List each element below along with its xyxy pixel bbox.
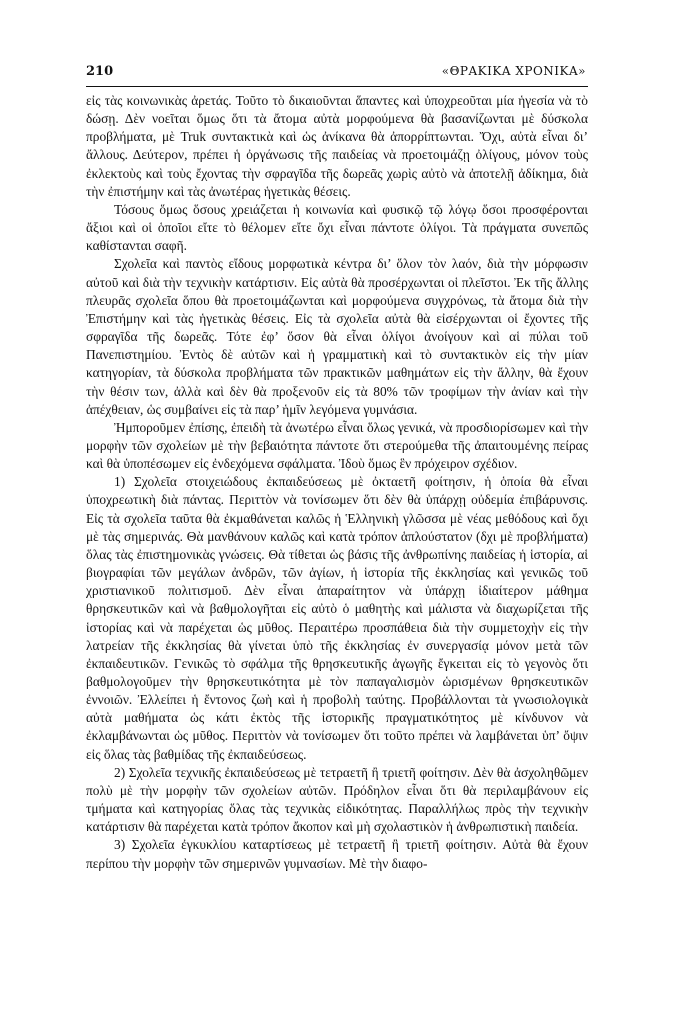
page-number: 210 [86,64,114,79]
body-text [86,92,588,873]
paragraph: Ἠμποροῦμεν ἐπίσης, ἐπειδὴ τὰ ἀνωτέρω εἶναι ὅλως γενικά, νὰ προσδιορίσωμεν καὶ τὴν μορφὴν τῶν σχολείων μὲ τὴν βεβαιότητα πάντοτε ὅτι στερούμεθα τῆς ἀπαιτουμένης πείρας καὶ θὰ ὑποπέσωμεν εἰς ἐνδεχόμενα σφάλματα. Ἰδοὺ ὅμως ἓν πρόχειρον σχέδιον. [86,419,588,472]
paragraph: Τόσους ὅμως ὅσους χρειάζεται ἡ κοινωνία καὶ φυσικῷ τῷ λόγῳ ὅσοι προσφέρονται ἄξιοι καὶ οἱ ὁποῖοι εἴτε τὸ θέλομεν εἴτε ὄχι εἶναι πάντοτε ὀλίγοι. Τὰ πράγματα συνεπῶς καθίστανται σαφῆ. [86,201,588,254]
running-title: «ΘΡΑΚΙΚΑ ΧΡΟΝΙΚΑ» [441,64,586,78]
page-header [86,64,586,84]
paragraph: εἰς τὰς κοινωνικὰς ἀρετάς. Τοῦτο τὸ δικαιοῦνται ἅπαντες καὶ ὑποχρεοῦται μία ἡγεσία νὰ τὸ δώσῃ. Δὲν νοεῖται ὅμως ὅτι τὰ ἄτομα αὐτὰ μορφούμενα θὰ βασανίζωνται μὲ δύσκολα προβλήματα, μὲ Truk συντακτικὰ καὶ ὡς ἀνίκανα θὰ ἀπορρίπτωνται. Ὄχι, αὐτὰ εἶναι δι’ ἄλλους. Δεύτερον, πρέπει ἡ ὀργάνωσις τῆς παιδείας νὰ προετοιμάζῃ ὀλίγους, μόνον τοὺς ἐκλεκτοὺς καὶ τοὺς ἔχοντας τὴν σφραγῖδα τῆς δωρεᾶς χωρὶς αὐτὸ νὰ ἀποτελῇ ἀδίκημα, διὰ τὴν ἐπιστήμην καὶ τὰς ἀνωτέρας ἡγετικὰς θέσεις. [86,93,588,199]
paragraph: 3) Σχολεῖα ἐγκυκλίου καταρτίσεως μὲ τετραετῆ ἢ τριετῆ φοίτησιν. Αὐτὰ θὰ ἔχουν περίπου τὴν μορφὴν τῶν σημερινῶν γυμνασίων. Μὲ τὴν διαφο- [86,837,588,871]
paragraph: 1) Σχολεῖα στοιχειώδους ἐκπαιδεύσεως μὲ ὀκταετῆ φοίτησιν, ἡ ὁποία θὰ εἶναι ὑποχρεωτικὴ διὰ πάντας. Περιττὸν νὰ τονίσωμεν ὅτι δὲν θὰ ὑπάρχῃ οὐδεμία ἐπιβάρυνσις. Εἰς τὰ σχολεῖα ταῦτα θὰ ἐκμαθάνεται καλῶς ἡ Ἑλληνικὴ γλῶσσα μὲ νέας μεθόδους καὶ ὄχι μὲ τὰς σημερινάς. Θὰ μανθάνουν καλῶς καὶ κατὰ τρόπον ἁπλούστατον (δχι μὲ προβλήματα) ὅλας τὰς ἐπιστημονικὰς γνώσεις. Θὰ τίθεται ὡς βάσις τῆς ἀνθρωπίνης παιδείας ἡ ἱστορία, αἱ βιογραφίαι τῶν μεγάλων ἀνδρῶν, τῶν ἁγίων, ἡ ἱστορία τῆς ἐκκλησίας καὶ γενικῶς τοῦ χριστιανικοῦ πολιτισμοῦ. Δὲν εἶναι ἀπαραίτητον νὰ ὑπάρχῃ ἰδιαίτερον μάθημα θρησκευτικῶν καὶ νὰ βαθμολογῆται εἰς αὐτὸ ὁ μαθητὴς καὶ μάλιστα νὰ διαχωρίζεται τῆς ἱστορίας καὶ νὰ παρέχεται ὡς μῦθος. Περαιτέρω προσπάθεια διὰ τὴν συμμετοχὴν εἰς τὴν λατρείαν τῆς ἐκκλησίας θὰ γίνεται ὑπὸ τῆς ἐκκλησίας ἐν συνεργασίᾳ μόνον μετὰ τῶν ἐκπαιδευτικῶν. Γενικῶς τὸ σφάλμα τῆς θρησκευτικῆς ἀγωγῆς ἔγκειται εἰς τὸ γεγονὸς ὅτι βαθμολογοῦμεν τὴν θρησκευτικότητα μὲ τὸν παπαγαλισμὸν ὡρισμένων θρησκευτικῶν ἐννοιῶν. Ἐλλείπει ἡ ἔντονος ζωὴ καὶ ἡ προβολὴ ταύτης. Προβάλλονται τὰ γνωσιολογικὰ αὐτὰ μαθήματα ὡς κάτι ἐκτὸς τῆς ἱστορικῆς πραγματικότητος μὲ κίνδυνον νὰ ἐκλαμβάνωνται ὡς μῦθος. Περιττὸν νὰ τονίσωμεν ὅτι τοῦτο πρέπει νὰ λαμβάνεται ὑπ’ ὄψιν εἰς ὅλας τὰς βαθμίδας τῆς ἐκπαιδεύσεως. [86,474,588,762]
header-rule [86,86,588,87]
paragraph: Σχολεῖα καὶ παντὸς εἴδους μορφωτικὰ κέντρα δι’ ὅλον τὸν λαόν, διὰ τὴν μόρφωσιν αὐτοῦ καὶ διὰ τὴν τεχνικὴν κατάρτισιν. Εἰς αὐτὰ θὰ προσέρχωνται οἱ πλεῖστοι. Ἐκ τῆς ἄλλης πλευρᾶς σχολεῖα ὅπου θὰ προετοιμάζωνται καὶ μορφούμενα συγχρόνως, τὰ ἄτομα διὰ τὴν Ἐπιστήμην καὶ τὰς ἡγετικὰς θέσεις. Εἰς τὰ σχολεῖα αὐτὰ θὰ εἰσέρχωνται οἱ ἔχοντες τῆς σφραγῖδα τῆς δωρεᾶς. Τότε ἐφ’ ὅσον θὰ εἶναι ὀλίγοι ἀνοίγουν καὶ αἱ πύλαι τοῦ Πανεπιστημίου. Ἐντὸς δὲ αὐτῶν καὶ ἡ γραμματικὴ καὶ τὸ συντακτικὸν εἰς τὴν μίαν κατηγορίαν, τὰ δύσκολα προβλήματα τῶν πρακτικῶν μαθημάτων εἰς τὴν ἄλλην, θὰ ἔχουν τὴν θέσιν των, ἀλλὰ καὶ δὲν θὰ προξενοῦν εἰς τὰ 80% τῶν τροφίμων τὴν ἀνίαν καὶ τὴν ἀπέχθειαν, ὡς συμβαίνει εἰς τὰ παρ’ ἡμῖν λεγόμενα γυμνάσια. [86,256,588,417]
paragraph: 2) Σχολεῖα τεχνικῆς ἐκπαιδεύσεως μὲ τετραετῆ ἢ τριετῆ φοίτησιν. Δὲν θὰ ἀσχοληθῶμεν πολὺ μὲ τὴν μορφὴν τῶν σχολείων αὐτῶν. Πρόδηλον εἶναι ὅτι θὰ περιλαμβάνουν εἰς τμήματα καὶ κατηγορίας ὅλας τὰς τεχνικὰς εἰδικότητας. Παραλλήλως πρὸς τὴν τεχνικὴν κατάρτισιν θὰ παρέχεται κατὰ τρόπον ἄκοπον καὶ μὴ σχολαστικὸν ἡ ἀνθρωπιστικὴ παιδεία. [86,764,588,835]
